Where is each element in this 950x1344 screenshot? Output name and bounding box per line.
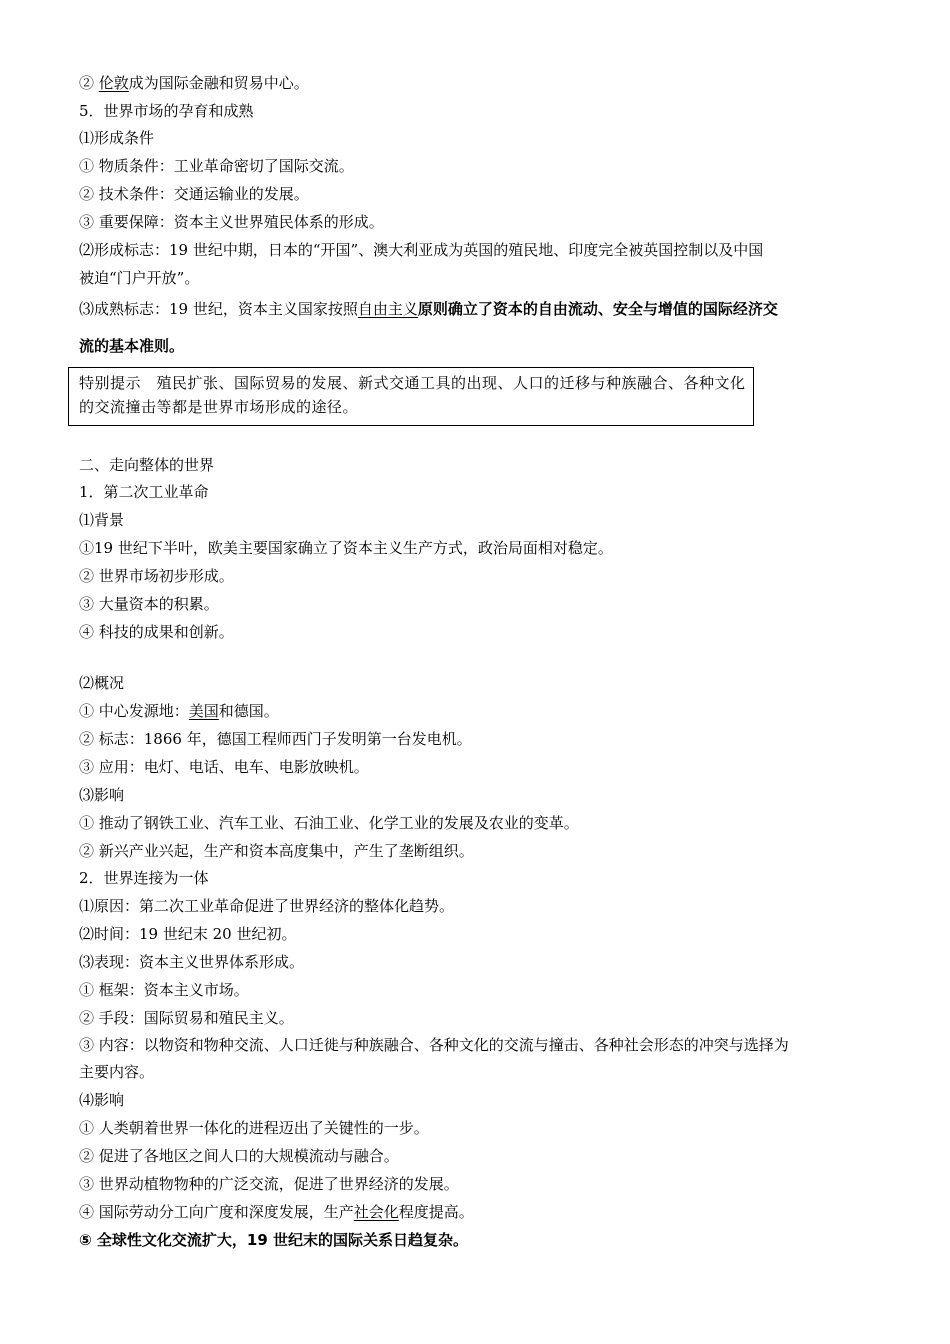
tip-text: 特别提示 殖民扩张、国际贸易的发展、新式交通工具的出现、人口的迁移与种族融合、各种文化的交流撞击等都是世界市场形成的途径。 [79, 374, 746, 416]
list-item: ③ 重要保障：资本主义世界殖民体系的形成。 [79, 213, 384, 231]
paragraph-line [79, 299, 778, 319]
heading-2: 2．世界连接为一体 [79, 869, 209, 887]
subheading: ⑴形成条件 [79, 129, 155, 147]
list-item: ② 促进了各地区之间人口的大规模流动与融合。 [79, 1147, 399, 1165]
line-london [79, 73, 309, 93]
list-item: ① 框架：资本主义市场。 [79, 981, 249, 999]
list-item: ③ 应用：电灯、电话、电车、电影放映机。 [79, 758, 369, 776]
list-item: ② 手段：国际贸易和殖民主义。 [79, 1009, 294, 1027]
paragraph-line: ③ 内容：以物资和物种交流、人口迁徙与种族融合、各种文化的交流与撞击、各种社会形态的冲突与选择为 [79, 1036, 789, 1054]
text: ① 中心发源地： [79, 702, 189, 720]
list-item: ⑵时间：19 世纪末 20 世纪初。 [79, 925, 297, 943]
paragraph-line: 被迫“门户开放”。 [79, 269, 200, 287]
text: 成为国际金融和贸易中心。 [128, 74, 309, 92]
underlined-term: 伦敦 [98, 74, 129, 92]
list-item: ① 物质条件：工业革命密切了国际交流。 [79, 157, 354, 175]
list-item: ⑤ 全球性文化交流扩大，19 世纪末的国际关系日趋复杂。 [79, 1231, 469, 1249]
list-item: ② 世界市场初步形成。 [79, 567, 234, 585]
text: ② [79, 74, 99, 92]
subheading: ⑵概况 [79, 674, 125, 692]
list-item: ⑴原因：第二次工业革命促进了世界经济的整体化趋势。 [79, 897, 455, 915]
paragraph-line: 主要内容。 [79, 1063, 155, 1081]
underlined-term: 社会化 [353, 1203, 399, 1221]
list-item: ① 人类朝着世界一体化的进程迈出了关键性的一步。 [79, 1119, 429, 1137]
list-item: ② 标志：1866 年，德国工程师西门子发明第一台发电机。 [79, 730, 472, 748]
text: 和德国。 [218, 702, 279, 720]
list-item [79, 701, 279, 721]
list-item: ①19 世纪下半叶，欧美主要国家确立了资本主义生产方式，政治局面相对稳定。 [79, 539, 613, 557]
subheading: ⑴背景 [79, 511, 125, 529]
list-item [79, 1202, 474, 1222]
underlined-term: 自由主义 [357, 300, 418, 318]
list-item: ② 技术条件：交通运输业的发展。 [79, 185, 309, 203]
paragraph-line: ⑵形成标志：19 世纪中期，日本的“开国”、澳大利亚成为英国的殖民地、印度完全被英国控制以及中国 [79, 241, 764, 259]
heading-1: 1．第二次工业革命 [79, 483, 209, 501]
subheading: ⑷影响 [79, 1091, 125, 1109]
bold-text: 原则确立了资本的自由流动、安全与增值的国际经济交 [417, 300, 778, 318]
list-item: ③ 世界动植物物种的广泛交流，促进了世界经济的发展。 [79, 1175, 459, 1193]
list-item: ⑶表现：资本主义世界体系形成。 [79, 953, 305, 971]
list-item: ③ 大量资本的积累。 [79, 595, 219, 613]
heading-5: 5．世界市场的孕育和成熟 [79, 102, 254, 120]
list-item: ② 新兴产业兴起，生产和资本高度集中，产生了垄断组织。 [79, 842, 474, 860]
text: ⑶成熟标志：19 世纪，资本主义国家按照 [79, 300, 358, 318]
list-item: ④ 科技的成果和创新。 [79, 623, 234, 641]
tip-box [68, 367, 754, 426]
paragraph-line: 流的基本准则。 [79, 337, 185, 355]
text: ④ 国际劳动分工向广度和深度发展，生产 [79, 1203, 354, 1221]
underlined-term: 美国 [188, 702, 219, 720]
subheading: ⑶影响 [79, 786, 125, 804]
section-heading: 二、走向整体的世界 [79, 456, 215, 474]
list-item: ① 推动了钢铁工业、汽车工业、石油工业、化学工业的发展及农业的变革。 [79, 814, 579, 832]
text: 程度提高。 [398, 1203, 474, 1221]
